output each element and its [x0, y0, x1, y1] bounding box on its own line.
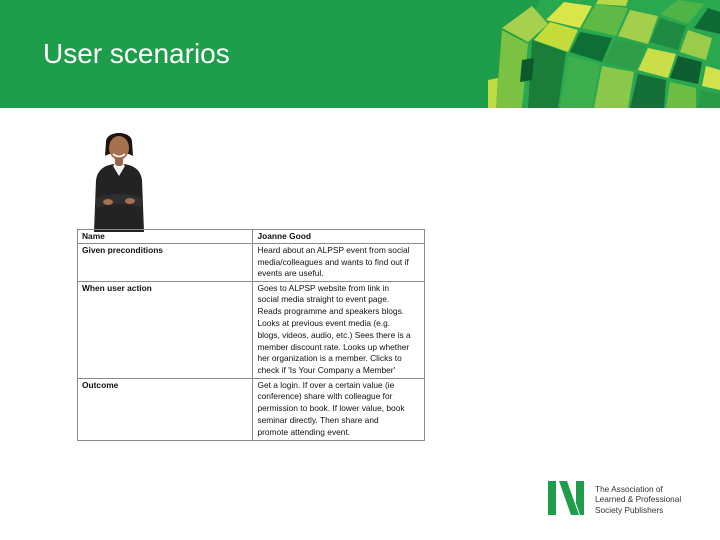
text-line: member discount rate. Looks up whether	[257, 341, 410, 352]
logo-text	[595, 484, 710, 515]
row-label: Outcome	[78, 379, 253, 440]
logo-text-line: Society Publishers	[595, 504, 664, 515]
user-scenario-table	[77, 229, 425, 441]
page-title: User scenarios	[43, 38, 230, 69]
text-line: Looks at previous event media (e.g.	[257, 318, 391, 329]
text-line: Reads programme and speakers blogs.	[257, 306, 405, 317]
logo-text-line: The Association of	[595, 484, 663, 494]
row-label: When user action	[78, 282, 253, 379]
alpsp-logo	[548, 479, 708, 517]
persona-name: Joanne Good	[253, 230, 425, 244]
table-row	[78, 282, 425, 379]
text-line: social media straight to event page.	[257, 294, 390, 305]
businesswoman-photo	[86, 128, 152, 232]
text-line: conference) share with colleague for	[257, 391, 393, 402]
row-value	[253, 244, 425, 282]
table-row	[78, 244, 425, 282]
alpsp-logo-mark-icon	[548, 479, 586, 517]
text-line: check if 'Is Your Company a Member'	[257, 365, 396, 376]
text-line: events are useful.	[257, 268, 324, 279]
green-mosaic-sphere-graphic	[488, 0, 720, 108]
text-line: Heard about an ALPSP event from social	[257, 244, 410, 255]
row-label: Given preconditions	[78, 244, 253, 282]
text-line: seminar directly. Then share and	[257, 414, 379, 425]
logo-text-line: Learned & Professional	[595, 494, 682, 505]
text-line: promote attending event.	[257, 426, 351, 437]
text-line: permission to book. If lower value, book	[257, 403, 405, 414]
slide-header	[0, 0, 720, 108]
name-label: Name	[78, 230, 253, 244]
text-line: Goes to ALPSP website from link in	[257, 282, 390, 293]
table-row	[78, 230, 425, 244]
row-value	[253, 379, 425, 440]
text-line: blogs, videos, audio, etc.) Sees there is a	[257, 329, 411, 340]
text-line: Get a login. If over a certain value (ie	[257, 379, 395, 390]
text-line: media/colleagues and wants to find out if	[257, 256, 409, 267]
table-row	[78, 379, 425, 440]
text-line: her organization is a member. Clicks to	[257, 353, 402, 364]
row-value	[253, 282, 425, 379]
